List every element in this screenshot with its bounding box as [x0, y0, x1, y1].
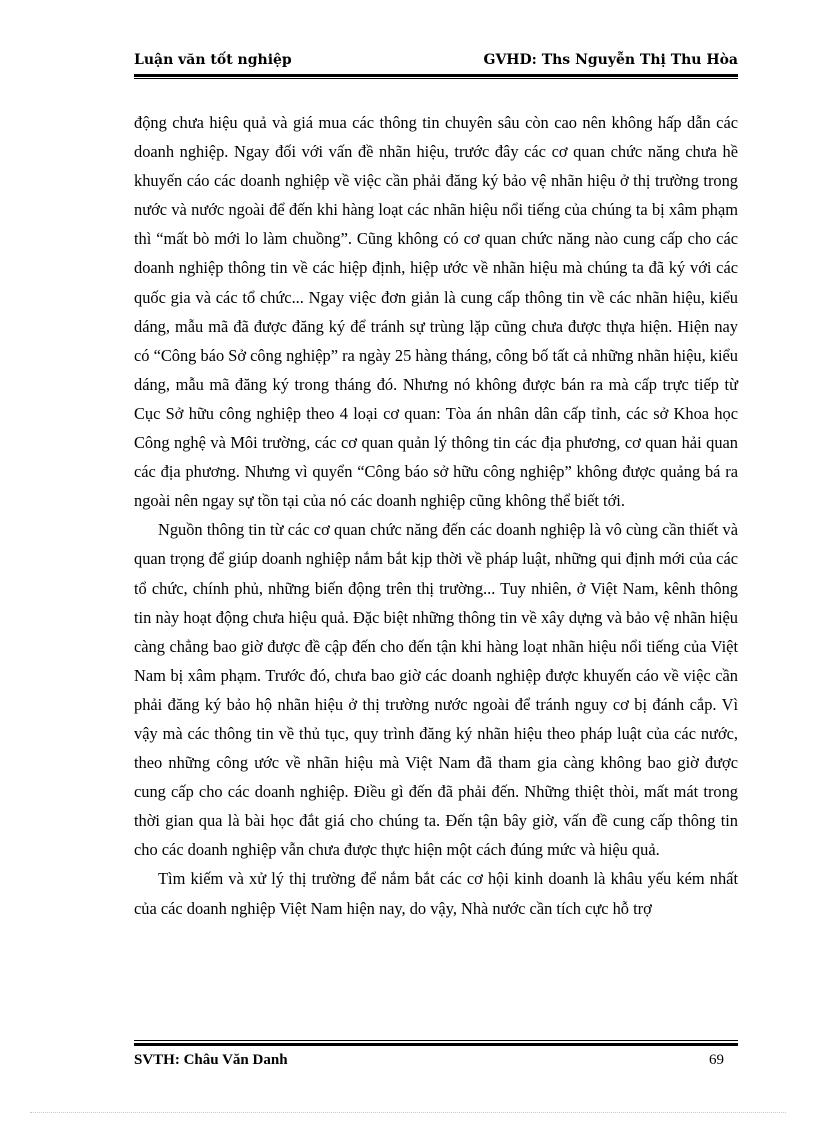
- body-text: [134, 108, 738, 923]
- header-supervisor: GVHD: Ths Nguyễn Thị Thu Hòa: [483, 52, 738, 68]
- paragraph-3: Tìm kiếm và xử lý thị trường để nắm bắt các cơ hội kinh doanh là khâu yếu kém nhất của các doanh nghiệp Việt Nam hiện nay, do vậy, Nhà nước cần tích cực hỗ trợ: [134, 869, 738, 918]
- page-bottom-border: [30, 1112, 786, 1113]
- header-thesis-title: Luận văn tốt nghiệp: [134, 52, 292, 68]
- paragraph-2: Nguồn thông tin từ các cơ quan chức năng đến các doanh nghiệp là vô cùng cần thiết và quan trọng để giúp doanh nghiệp nắm bắt kịp thời về pháp luật, những qui định mới của các tổ chức, chính phủ, những biến động trên thị trường... Tuy nhiên, ở Việt Nam, kênh thông tin này hoạt động chưa hiệu quả. Đặc biệt những thông tin về xây dựng và bảo vệ nhãn hiệu càng chẳng bao giờ được đề cập đến cho đến tận khi hàng loạt nhãn hiệu nổi tiếng của Việt Nam bị xâm phạm. Trước đó, chưa bao giờ các doanh nghiệp được khuyến cáo về việc cần phải đăng ký bảo hộ nhãn hiệu ở thị trường nước ngoài để tránh nguy cơ bị đánh cắp. Vì vậy mà các thông tin về thủ tục, quy trình đăng ký nhãn hiệu theo pháp luật của các nước, theo những công ước về nhãn hiệu mà Việt Nam đã tham gia càng không bao giờ được cung cấp cho các doanh nghiệp. Điều gì đến đã phải đến. Những thiệt thòi, mất mát trong thời gian qua là bài học đắt giá cho chúng ta. Đến tận bây giờ, vấn đề cung cấp thông tin cho các doanh nghiệp vẫn chưa được thực hiện một cách đúng mức và hiệu quả.: [134, 520, 738, 860]
- paragraph-1: động chưa hiệu quả và giá mua các thông tin chuyên sâu còn cao nên không hấp dẫn các doanh nghiệp. Ngay đối với vấn đề nhãn hiệu, trước đây các cơ quan chức năng chưa hề khuyến cáo các doanh nghiệp về việc cần phải đăng ký bảo vệ nhãn hiệu ở thị trường trong nước và nước ngoài để đến khi hàng loạt các nhãn hiệu nổi tiếng của chúng ta bị xâm phạm thì “mất bò mới lo làm chuồng”. Cũng không có cơ quan chức năng nào cung cấp cho các doanh nghiệp thông tin về các hiệp định, hiệp ước về nhãn hiệu mà chúng ta đã ký với các quốc gia và các tổ chức... Ngay việc đơn giản là cung cấp thông tin về các nhãn hiệu, kiểu dáng, mẫu mã đã được đăng ký để tránh sự trùng lặp cũng chưa được thựa hiện. Hiện nay có “Công báo Sở công nghiệp” ra ngày 25 hàng tháng, công bố tất cả những nhãn hiệu, kiểu dáng, mẫu mã đăng ký trong tháng đó. Nhưng nó không được bán ra mà cấp trực tiếp từ Cục Sở hữu công nghiệp theo 4 loại cơ quan: Tòa án nhân dân cấp tỉnh, các sở Khoa học Công nghệ và Môi trường, các cơ quan quản lý thông tin các địa phương, cơ quan hải quan các địa phương. Nhưng vì quyển “Công báo sở hữu công nghiệp” không được quảng bá ra ngoài nên ngay sự tồn tại của nó các doanh nghiệp cũng không thể biết tới.: [134, 113, 738, 511]
- page-header: [134, 48, 738, 74]
- footer-rule-thick: [134, 1043, 738, 1046]
- header-rule-thick: [134, 74, 738, 77]
- header-rule-thin: [134, 78, 738, 79]
- page-footer: [134, 1040, 738, 1080]
- page-number: 69: [709, 1052, 724, 1068]
- footer-rule-thin: [134, 1040, 738, 1041]
- footer-student: SVTH: Châu Văn Danh: [134, 1052, 288, 1068]
